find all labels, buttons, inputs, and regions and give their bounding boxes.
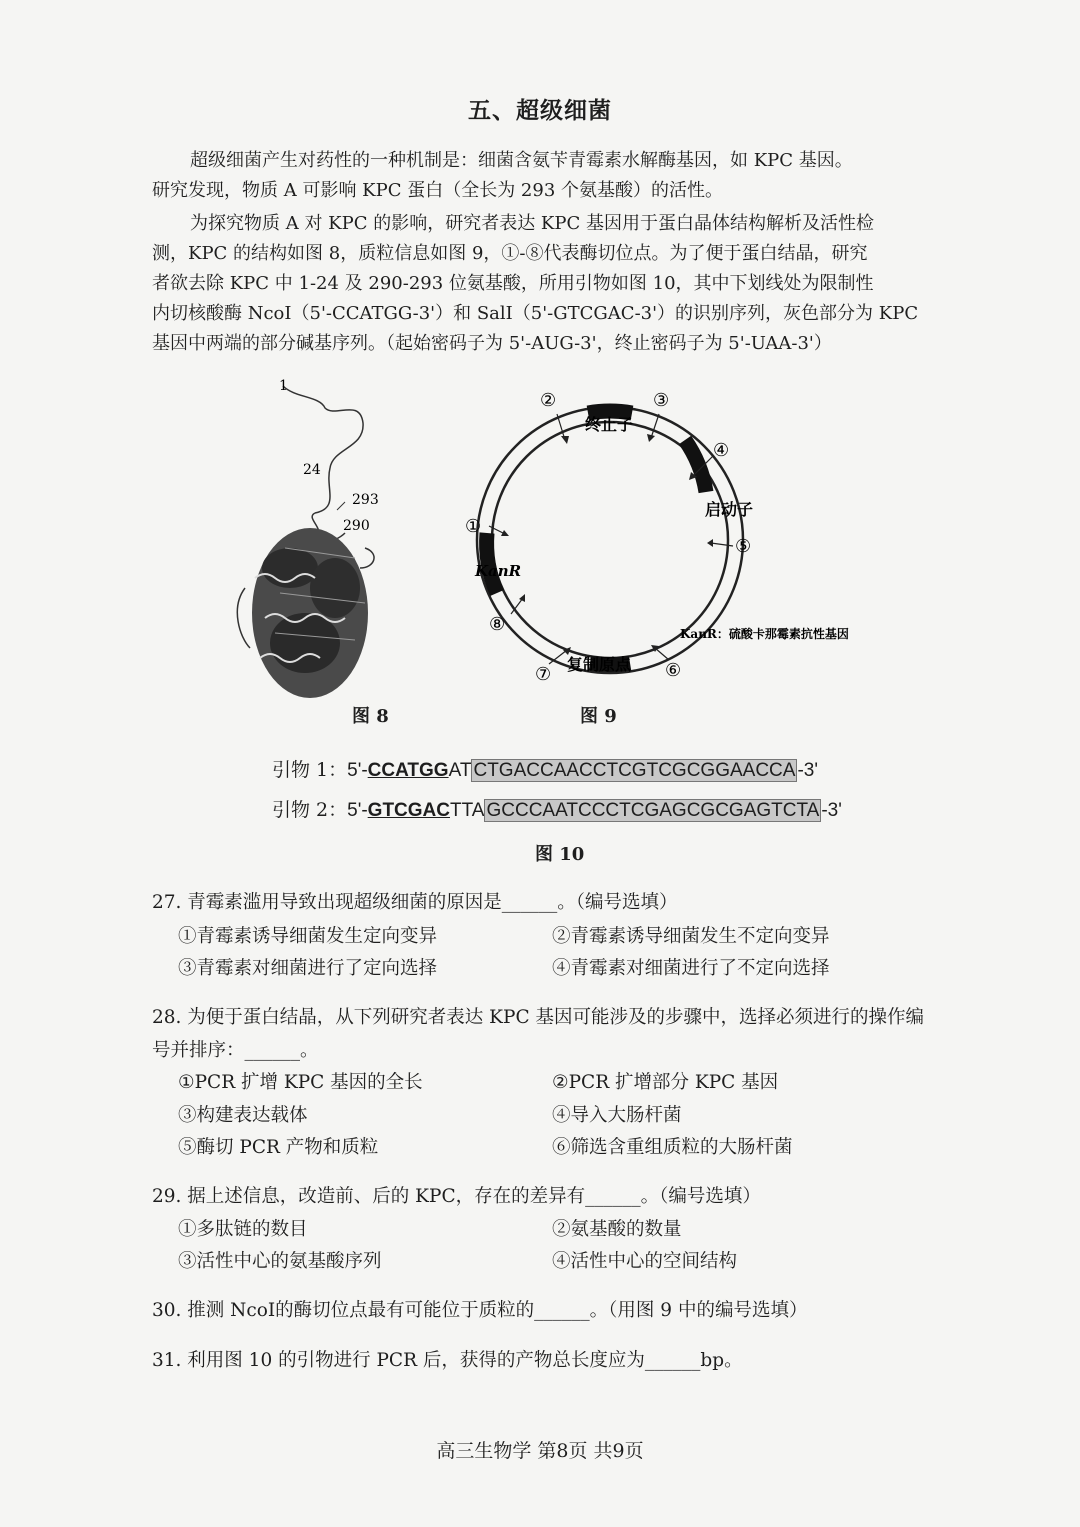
site-7-label: ⑦ bbox=[535, 664, 552, 685]
residue-label-24: 24 bbox=[303, 462, 321, 478]
question-27-stem: 27. 青霉素滥用导致出现超级细菌的原因是______。（编号选填） bbox=[152, 892, 678, 913]
primer-2-label: 引物 2： bbox=[272, 799, 348, 821]
q28-option-1: ①PCR 扩增 KPC 基因的全长 bbox=[178, 1072, 423, 1093]
intro-line: 超级细菌产生对药性的一种机制是：细菌含氨苄青霉素水解酶基因，如 KPC 基因。 bbox=[190, 150, 853, 171]
promoter-label: 启动子 bbox=[705, 500, 754, 519]
site-5-label: ⑤ bbox=[735, 536, 752, 557]
intro-line: 测，KPC 的结构如图 8，质粒信息如图 9，①-⑧代表酶切位点。为了便于蛋白结晶，研究 bbox=[152, 243, 868, 264]
residue-label-290: 290 bbox=[343, 518, 370, 534]
q28-option-6: ⑥筛选含重组质粒的大肠杆菌 bbox=[552, 1137, 793, 1158]
q29-option-3: ③活性中心的氨基酸序列 bbox=[178, 1251, 382, 1272]
site-8-label: ⑧ bbox=[489, 614, 506, 635]
site-3-label: ③ bbox=[653, 390, 670, 411]
fig9-caption: 图 9 bbox=[580, 706, 617, 727]
site-6-label: ⑥ bbox=[665, 660, 682, 681]
fig10-caption: 图 10 bbox=[535, 844, 585, 865]
primer-2-5prime: 5'- bbox=[347, 800, 368, 821]
primer-1-ncoi-site: CCATGG bbox=[367, 760, 449, 781]
primer-2-3prime: -3' bbox=[821, 800, 842, 821]
kan-label: KanR bbox=[475, 562, 522, 580]
residue-label-293: 293 bbox=[352, 492, 379, 508]
question-28-stem: 28. 为便于蛋白结晶，从下列研究者表达 KPC 基因可能涉及的步骤中，选择必须进行的操作编 bbox=[152, 1007, 924, 1028]
terminator-label: 终止子 bbox=[585, 415, 634, 434]
q28-option-3: ③构建表达载体 bbox=[178, 1105, 308, 1126]
primer-2-spacer: TTA bbox=[450, 800, 485, 821]
q29-option-2: ②氨基酸的数量 bbox=[552, 1219, 682, 1240]
question-29-stem: 29. 据上述信息，改造前、后的 KPC，存在的差异有______。（编号选填） bbox=[152, 1186, 761, 1207]
site-2-label: ② bbox=[540, 390, 557, 411]
q28-option-4: ④导入大肠杆菌 bbox=[552, 1105, 682, 1126]
q27-option-2: ②青霉素诱导细菌发生不定向变异 bbox=[552, 926, 830, 947]
page-footer: 高三生物学 第8页 共9页 bbox=[436, 1440, 644, 1462]
q29-option-1: ①多肽链的数目 bbox=[178, 1219, 308, 1240]
q27-option-1: ①青霉素诱导细菌发生定向变异 bbox=[178, 926, 438, 947]
primer-1-gene-sequence: CTGACCAACCTCGTCGCGGAACCA bbox=[473, 760, 796, 781]
intro-line: 研究发现，物质 A 可影响 KPC 蛋白（全长为 293 个氨基酸）的活性。 bbox=[152, 180, 724, 201]
primer-1-5prime: 5'- bbox=[347, 760, 368, 781]
primer-1 bbox=[272, 755, 818, 782]
site-4-label: ④ bbox=[713, 440, 730, 461]
primer-2-gene-sequence: GCCCAATCCCTCGAGCGCGAGTCTA bbox=[486, 800, 820, 821]
question-28-stem-cont: 号并排序：______。 bbox=[152, 1040, 319, 1061]
intro-paragraph-2 bbox=[152, 209, 962, 359]
primer-1-spacer: AT bbox=[448, 760, 472, 781]
primer-1-label: 引物 1： bbox=[272, 759, 348, 781]
q27-option-4: ④青霉素对细菌进行了不定向选择 bbox=[552, 958, 830, 979]
fig8-caption: 图 8 bbox=[352, 706, 389, 727]
intro-line: 者欲去除 KPC 中 1-24 及 290-293 位氨基酸，所用引物如图 10，其中下划线处为限制性 bbox=[152, 273, 874, 294]
kpc-structure-figure bbox=[225, 378, 405, 698]
primer-2 bbox=[272, 795, 842, 822]
question-30-stem: 30. 推测 NcoⅠ的酶切位点最有可能位于质粒的______。（用图 9 中的编号选填） bbox=[152, 1300, 808, 1321]
kan-legend: KanR：硫酸卡那霉素抗性基因 bbox=[680, 627, 849, 641]
intro-line: 内切核酸酶 NcoⅠ（5'-CCATGG-3'）和 SalⅠ（5'-GTCGAC-3'）的识别序列，灰色部分为 KPC bbox=[152, 303, 919, 324]
q27-option-3: ③青霉素对细菌进行了定向选择 bbox=[178, 958, 438, 979]
origin-label: 复制原点 bbox=[567, 655, 632, 674]
plasmid-map-figure bbox=[455, 380, 875, 690]
intro-paragraph-1 bbox=[152, 146, 962, 206]
intro-line: 基因中两端的部分碱基序列。（起始密码子为 5'-AUG-3'，终止密码子为 5'-UAA-3'） bbox=[152, 333, 832, 354]
section-title: 五、超级细菌 bbox=[468, 97, 612, 124]
q28-option-2: ②PCR 扩增部分 KPC 基因 bbox=[552, 1072, 779, 1093]
question-31-stem: 31. 利用图 10 的引物进行 PCR 后，获得的产物总长度应为______bp。 bbox=[152, 1350, 743, 1371]
site-1-label: ① bbox=[465, 516, 482, 537]
terminator-segment bbox=[588, 411, 632, 413]
q28-option-5: ⑤酶切 PCR 产物和质粒 bbox=[178, 1137, 379, 1158]
primer-2-sali-site: GTCGAC bbox=[367, 800, 450, 821]
residue-label-1: 1 bbox=[279, 378, 288, 394]
primer-1-3prime: -3' bbox=[797, 760, 818, 781]
q29-option-4: ④活性中心的空间结构 bbox=[552, 1251, 738, 1272]
intro-line: 为探究物质 A 对 KPC 的影响，研究者表达 KPC 基因用于蛋白晶体结构解析及活性检 bbox=[190, 213, 874, 234]
